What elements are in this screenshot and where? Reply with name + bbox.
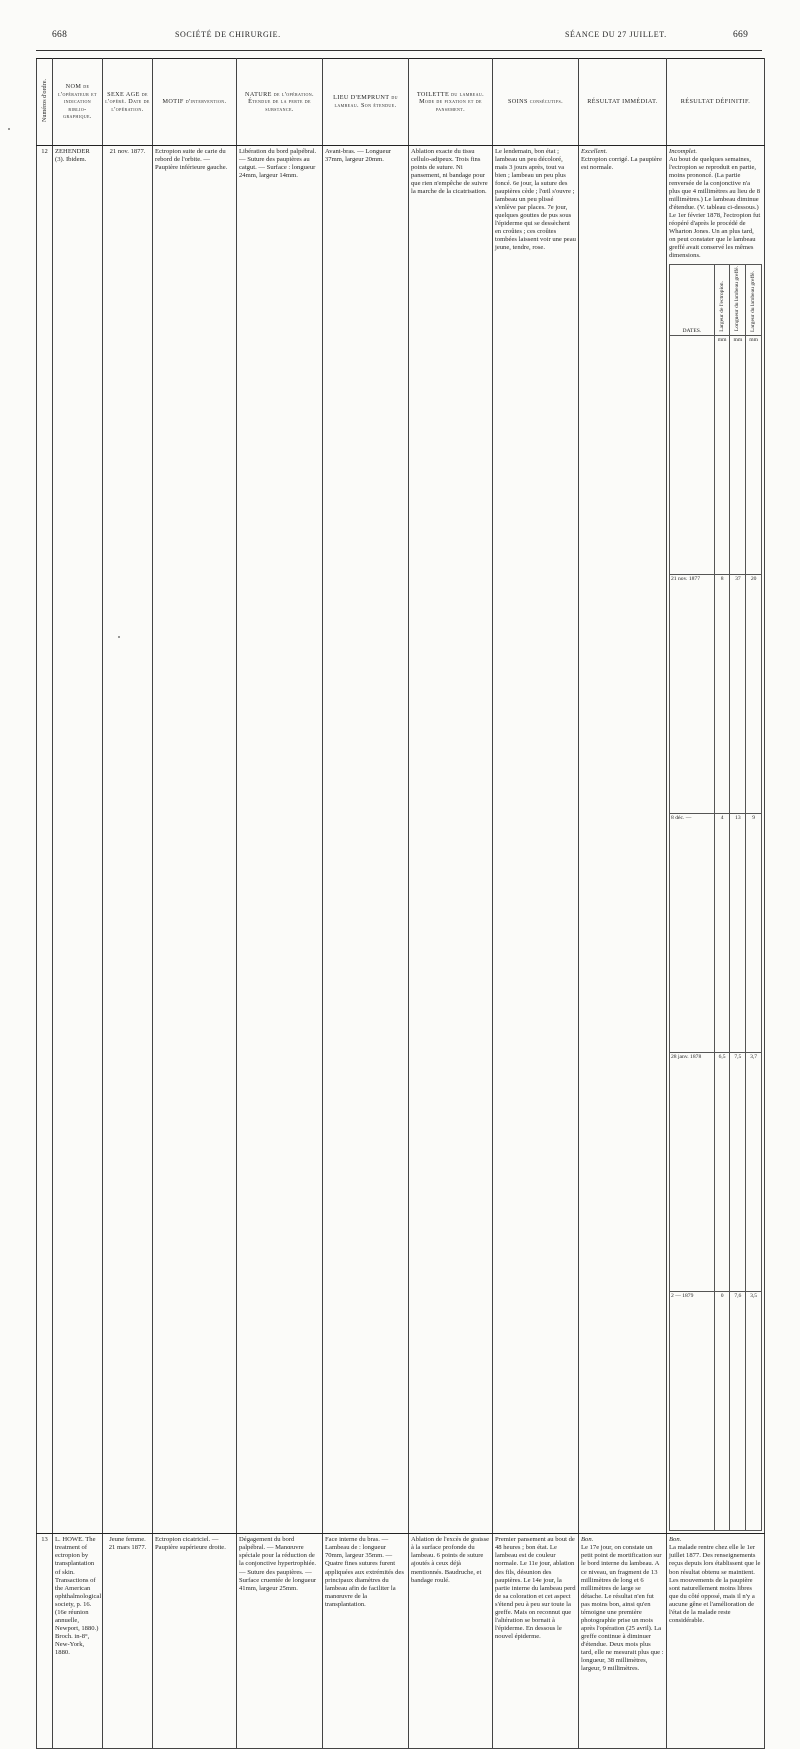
measurement-value: 37 — [730, 575, 746, 814]
col-header-resultat-definitif: RÉSULTAT DÉFINITIF. — [667, 59, 765, 146]
sex-age-date-cell — [103, 1534, 153, 1749]
lieu-cell: Face interne du bras. — Lambeau de : longueur 70mm, largeur 35mm. — Quatre fines sutures furent appliquées aux extrémités des principaux diamètres du lambeau afin de faciliter la manœuvre de la transplantation. — [323, 1534, 409, 1749]
col-header-resultat-immediat: RÉSULTAT IMMÉDIAT. — [579, 59, 667, 146]
toilette-cell: Ablation de l'excès de graisse à la surface profonde du lambeau. 6 points de suture ajoutés à ceux déjà mentionnés. Baudruche, et bandage roulé. — [409, 1534, 493, 1749]
measurement-row — [670, 575, 762, 814]
measurement-row — [670, 1053, 762, 1292]
measurement-value: 20 — [746, 575, 762, 814]
unit: mm — [730, 336, 746, 575]
soins-cell: Premier pansement au bout de 48 heures ; bon état. Le lambeau est de couleur normale. Le 11e jour, ablation des fils, désunion des paupières. Le 14e jour, la partie interne du lambeau perd de sa coloration et cet aspect s'étend peu à peu sur toute la greffe. Mais on reconnut que l'altération se bornait à l'épiderme. En dessous le nouvel épiderme. — [493, 1534, 579, 1749]
measurement-value: 3,7 — [746, 1053, 762, 1292]
resultat-definitif-cell — [667, 146, 765, 1534]
resultat-immediat-cell — [579, 146, 667, 1534]
mini-header-dates: DATES. — [670, 265, 715, 336]
resultat-definitif-text: Au bout de quelques semaines, l'ectropion se reproduit en partie, moins prononcé. (La partie renversée de la conjonctive n'a plus que 4 millimètres au lieu de 8 millimètres.) Le lambeau diminue d'étendue. (V. tableau ci-dessous.) Le 1er février 1878, l'ectropion fut réopéré d'après le procédé de Wharton Jones. Un an plus tard, on peut constater que le lambeau greffé avait conservé les mêmes dimensions. — [669, 156, 761, 260]
resultat-immediat-text: Le 17e jour, on constate un petit point de mortification sur le bord interne du lambeau. A ce niveau, un fragment de 13 millimètres de long et 6 millimètres de large se détache. Le résultat n'en fut pas moins bon, ainsi qu'en témoigne une première photographie prise un mois après l'opération (25 avril). La greffe continue à diminuer d'étendue. Deux mois plus tard, elle ne mesurait plus que : longueur, 38 millimètres, largeur, 9 millimètres. — [581, 1544, 664, 1672]
speck — [118, 636, 120, 638]
measurement-value: 8 — [714, 575, 730, 814]
row-number: 12 — [37, 146, 53, 1534]
soins-cell: Le lendemain, bon état ; lambeau un peu décoloré, mais 3 jours après, tout va bien ; lambeau un peu plus foncé. 6e jour, la suture des paupières cède ; l'œil s'ouvre ; lambeau un peu plissé s'enlève par places. 7e jour, quelques gouttes de pus sous l'épiderme qui se dessèchent en croûtes ; ces croûtes tombées laissent voir une peau jeune, tendre, rose. — [493, 146, 579, 1534]
col-header-lieu: LIEU D'EMPRUNT du lambeau. Son étendue. — [323, 59, 409, 146]
date-cell: 21 nov. 1877. — [103, 146, 153, 1534]
table-header-row — [37, 59, 765, 146]
operator-cell: L. HOWE. The treatment of ectropion by transplantation of skin. Transactions of the American ophthalmological society, p. 16. (16e réunion annuelle, Newport, 1880.) Broch. in-8°, New-York, 1880. — [53, 1534, 103, 1749]
col-header-motif: MOTIF d'intervention. — [153, 59, 237, 146]
resultat-definitif-label: Incomplet. — [669, 148, 698, 155]
operator-cell: ZEHENDER (3). Ibidem. — [53, 146, 103, 1534]
col-header-operator: NOM de l'opérateur et indication biblio-graphique. — [53, 59, 103, 146]
resultat-definitif-cell — [667, 1534, 765, 1749]
motif-cell: Ectropion suite de carie du rebord de l'orbite. — Paupière inférieure gauche. — [153, 146, 237, 1534]
page-number-left: 668 — [52, 30, 68, 40]
row-number: 13 — [37, 1534, 53, 1749]
unit — [670, 336, 715, 575]
measurement-value: 7,5 — [730, 1053, 746, 1292]
measurement-date: 21 nov. 1877 — [670, 575, 715, 814]
motif-cell: Ectropion cicatriciel. — Paupière supérieure droite. — [153, 1534, 237, 1749]
resultat-definitif-label: Bon. — [669, 1536, 682, 1544]
table-row — [37, 146, 765, 1534]
measurement-row — [670, 1292, 762, 1531]
measurement-value: 3,5 — [746, 1292, 762, 1531]
measurement-value: 7,6 — [730, 1292, 746, 1531]
unit: mm — [714, 336, 730, 575]
header-rule — [36, 50, 762, 51]
measurement-date: 8 déc. — — [670, 814, 715, 1053]
resultat-immediat-label: Excellent. — [581, 148, 608, 155]
operation-date: 21 mars 1877. — [108, 1544, 147, 1552]
toilette-cell: Ablation exacte du tissu cellulo-adipeux. Trois fins points de suture. Ni pansement, ni bandage pour que rien n'empêche de suivre la marche de la cicatrisation. — [409, 146, 493, 1534]
measurements-header — [670, 265, 762, 336]
table-row — [37, 1534, 765, 1749]
measurement-value: 13 — [730, 814, 746, 1053]
unit: mm — [746, 336, 762, 575]
col-header-sex-age-date: SEXE AGE de l'opéré. Date de l'opération. — [103, 59, 153, 146]
measurement-row — [670, 814, 762, 1053]
measurement-value: 0 — [714, 1292, 730, 1531]
sex-age: Jeune femme. — [109, 1536, 146, 1544]
resultat-immediat-text: Ectropion corrigé. La paupière est normale. — [581, 156, 662, 172]
measurements-table — [669, 264, 762, 1531]
mini-header-longueur: Longueur du lambeau greffé. — [730, 265, 746, 336]
nature-cell: Dégagement du bord palpébral. — Manœuvre spéciale pour la réduction de la conjonctive hypertrophiée. — Suture des paupières. — Surface cruentée de longueur 41mm, largeur 25mm. — [237, 1534, 323, 1749]
resultat-immediat-cell — [579, 1534, 667, 1749]
mini-header-ectropion: Largeur de l'ectropion. — [714, 265, 730, 336]
lieu-cell: Avant-bras. — Longueur 37mm, largeur 20mm. — [323, 146, 409, 1534]
measurements-units — [670, 336, 762, 575]
measurement-date: 28 janv. 1878 — [670, 1053, 715, 1292]
observations-table — [36, 58, 765, 1749]
col-header-toilette: TOILETTE du lambeau. Mode de fixation et de pansement. — [409, 59, 493, 146]
page-number-right: 669 — [733, 30, 749, 40]
col-header-nature: NATURE de l'opération. Étendue de la perte de substance. — [237, 59, 323, 146]
col-header-number: Numéros d'ordre. — [37, 59, 53, 146]
measurement-value: 6,5 — [714, 1053, 730, 1292]
resultat-immediat-label: Bon. — [581, 1536, 594, 1544]
measurement-value: 4 — [714, 814, 730, 1053]
resultat-definitif-text: La malade rentre chez elle le 1er juillet 1877. Des renseignements reçus depuis lors établissent que le bon résultat obtenu se maintient. Les mouvements de la paupière sont naturellement moins libres que du côté opposé, mais il n'y a aucune gêne et l'amélioration de l'état de la malade reste considérable. — [669, 1544, 761, 1624]
col-header-soins: SOINS consécutifs. — [493, 59, 579, 146]
measurement-value: 9 — [746, 814, 762, 1053]
running-title-right: SÉANCE DU 27 JUILLET. — [565, 30, 667, 39]
mini-header-largeur: Largeur du lambeau greffé. — [746, 265, 762, 336]
running-title-left: SOCIÉTÉ DE CHIRURGIE. — [175, 30, 281, 39]
speck — [8, 128, 10, 130]
measurement-date: 2 — 1879 — [670, 1292, 715, 1531]
nature-cell: Libération du bord palpébral. — Suture des paupières au catgut. — Surface : longueur 24mm, largeur 14mm. — [237, 146, 323, 1534]
